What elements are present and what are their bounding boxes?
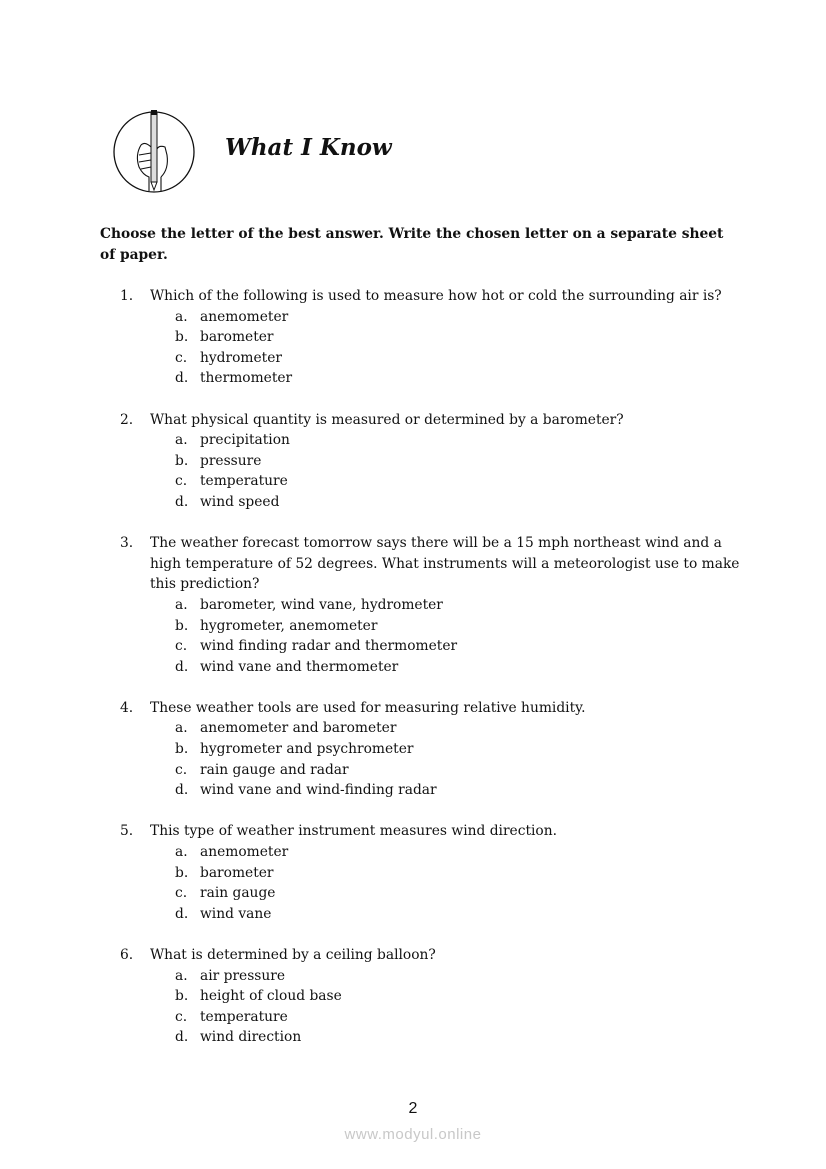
option-letter: a. <box>175 432 188 449</box>
pencil-hand-icon <box>113 107 195 195</box>
option-text: hygrometer, anemometer <box>200 617 378 634</box>
question-number: 2. <box>120 411 134 428</box>
option-letter: b. <box>175 988 189 1005</box>
option-letter: d. <box>175 658 189 675</box>
question-text: This type of weather instrument measures wind direction. <box>150 823 557 840</box>
option-text: rain gauge <box>200 885 276 902</box>
answer-option <box>175 492 740 513</box>
option-letter: a. <box>175 308 188 325</box>
option-text: wind speed <box>200 493 280 510</box>
question-number: 3. <box>120 535 134 552</box>
option-text: height of cloud base <box>200 988 342 1005</box>
option-letter: b. <box>175 329 189 346</box>
instructions: Choose the letter of the best answer. Write the chosen letter on a separate sheet of paper. <box>100 226 724 263</box>
answer-option <box>175 307 740 328</box>
question-number: 1. <box>120 288 134 304</box>
option-text: rain gauge and radar <box>200 761 349 778</box>
option-text: wind direction <box>200 1029 302 1046</box>
option-text: anemometer and barometer <box>200 720 397 737</box>
answer-option <box>175 657 740 678</box>
option-letter: a. <box>175 844 188 861</box>
answer-option <box>175 368 740 389</box>
option-text: barometer <box>200 864 274 881</box>
option-text: wind vane and wind-finding radar <box>200 782 437 799</box>
question-item <box>120 821 740 924</box>
answer-option <box>175 883 740 904</box>
question-text: The weather forecast tomorrow says there will be a 15 mph northeast wind and a high temperature of 52 degrees. What instruments will a meteorologist use to make this prediction? <box>150 535 740 593</box>
option-text: hygrometer and psychrometer <box>200 741 414 758</box>
answer-option <box>175 739 740 760</box>
answer-option <box>175 327 740 348</box>
page-number: 2 <box>408 1100 418 1117</box>
answer-option <box>175 863 740 884</box>
option-letter: d. <box>175 1029 189 1046</box>
question-text: These weather tools are used for measuring relative humidity. <box>150 699 586 716</box>
question-text: What physical quantity is measured or determined by a barometer? <box>150 411 624 428</box>
option-text: temperature <box>200 1008 288 1025</box>
answer-option <box>175 986 740 1007</box>
option-text: anemometer <box>200 308 289 325</box>
answer-option <box>175 842 740 863</box>
question-item <box>120 945 740 1048</box>
answer-option <box>175 451 740 472</box>
option-letter: a. <box>175 720 188 737</box>
option-text: pressure <box>200 452 262 469</box>
answer-option <box>175 718 740 739</box>
question-text: What is determined by a ceiling balloon? <box>150 947 436 963</box>
answer-option <box>175 1007 740 1028</box>
option-text: anemometer <box>200 844 289 861</box>
option-text: air pressure <box>200 967 286 984</box>
option-letter: c. <box>175 761 188 778</box>
option-text: hydrometer <box>200 349 282 366</box>
answer-option <box>175 636 740 657</box>
option-letter: b. <box>175 864 189 881</box>
answer-option <box>175 760 740 781</box>
option-letter: d. <box>175 370 189 387</box>
answer-option <box>175 780 740 801</box>
option-text: wind finding radar and thermometer <box>200 638 458 655</box>
option-letter: d. <box>175 905 189 922</box>
question-item <box>120 410 740 513</box>
question-item <box>120 533 740 677</box>
answer-option <box>175 966 740 987</box>
option-letter: c. <box>175 885 188 902</box>
answer-option <box>175 1027 740 1048</box>
option-letter: b. <box>175 452 189 469</box>
question-list <box>120 286 740 1069</box>
option-text: barometer <box>200 329 274 346</box>
option-letter: d. <box>175 782 189 799</box>
option-text: wind vane <box>200 905 272 922</box>
question-item <box>120 698 740 801</box>
option-letter: d. <box>175 493 189 510</box>
option-letter: a. <box>175 596 188 613</box>
answer-option <box>175 595 740 616</box>
option-text: thermometer <box>200 370 293 387</box>
option-text: temperature <box>200 473 288 490</box>
option-letter: b. <box>175 741 189 758</box>
option-text: wind vane and thermometer <box>200 658 399 675</box>
watermark: www.modyul.online <box>344 1126 482 1143</box>
question-text: Which of the following is used to measure how hot or cold the surrounding air is? <box>150 288 722 304</box>
option-text: precipitation <box>200 432 290 449</box>
answer-option <box>175 471 740 492</box>
option-letter: c. <box>175 1008 188 1025</box>
option-letter: c. <box>175 349 188 366</box>
option-letter: a. <box>175 967 188 984</box>
answer-option <box>175 348 740 369</box>
answer-option <box>175 904 740 925</box>
answer-option <box>175 430 740 451</box>
option-letter: b. <box>175 617 189 634</box>
question-number: 5. <box>120 823 134 840</box>
question-number: 6. <box>120 947 134 963</box>
option-letter: c. <box>175 473 188 490</box>
question-number: 4. <box>120 699 134 716</box>
option-text: barometer, wind vane, hydrometer <box>200 596 443 613</box>
answer-option <box>175 616 740 637</box>
section-title: What I Know <box>225 134 392 161</box>
question-item <box>120 286 740 389</box>
option-letter: c. <box>175 638 188 655</box>
